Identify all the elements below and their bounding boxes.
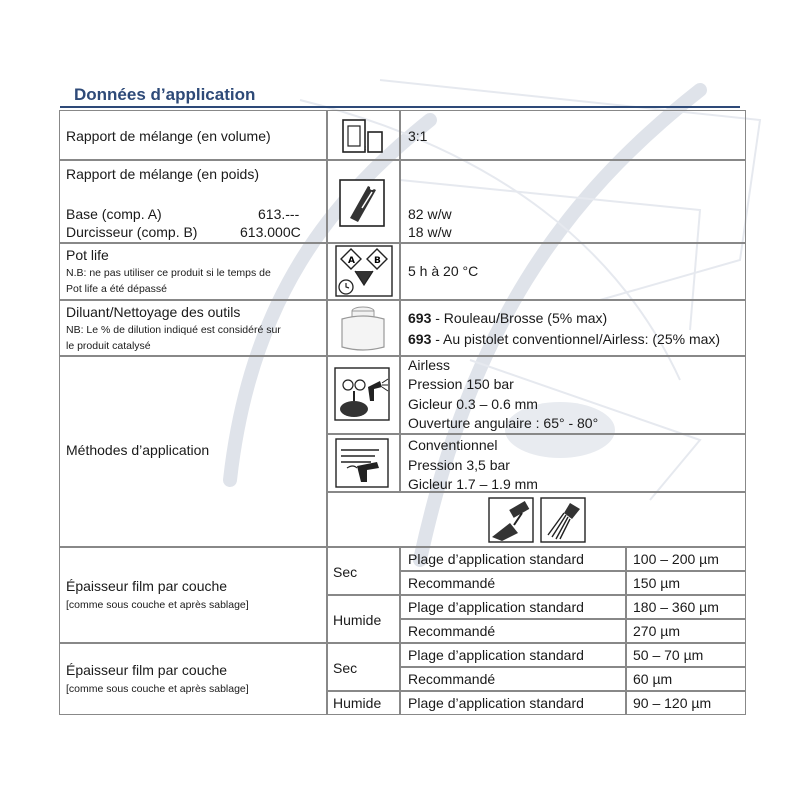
film2-desc-3: Plage d’application standard xyxy=(408,695,584,711)
pot-life-icon-letter-a: A xyxy=(348,256,355,266)
thinner-note-2: le produit catalysé xyxy=(66,340,151,352)
hardener-code: 613.000C xyxy=(240,224,301,240)
airless-line-2: Pression 150 bar xyxy=(408,376,514,392)
film1-desc-1: Plage d’application standard xyxy=(408,551,584,567)
mix-volume-value: 3:1 xyxy=(408,128,428,144)
svg-text::: : xyxy=(364,144,367,152)
film1-value-3: 180 – 360 µm xyxy=(633,599,719,615)
film2-value-3: 90 – 120 µm xyxy=(633,695,712,711)
pot-life-value: 5 h à 20 °C xyxy=(408,263,479,279)
film1-desc-2: Recommandé xyxy=(408,575,496,591)
roller-icon xyxy=(488,497,534,543)
conventional-line-1: Conventionnel xyxy=(408,437,498,453)
film2-desc-2: Recommandé xyxy=(408,671,496,687)
film1-sec: Sec xyxy=(333,564,358,580)
methods-label: Méthodes d’application xyxy=(66,442,210,458)
film1-value-4: 270 µm xyxy=(633,623,680,639)
airless-line-4: Ouverture angulaire : 65° - 80° xyxy=(408,415,599,431)
mix-volume-value-cell xyxy=(400,110,746,160)
film2-sec: Sec xyxy=(333,660,358,676)
film1-humide: Humide xyxy=(333,612,382,628)
film2-value-2: 60 µm xyxy=(633,671,673,687)
thinner-code-1: 693 xyxy=(408,310,432,326)
film1-label: Épaisseur film par couche xyxy=(66,578,228,594)
pot-life-label: Pot life xyxy=(66,247,109,263)
thinner-label: Diluant/Nettoyage des outils xyxy=(66,304,241,320)
pot-life-note-2: Pot life a été dépassé xyxy=(66,283,167,295)
film2-note: [comme sous couche et après sablage] xyxy=(66,683,249,695)
thinner-can-icon xyxy=(338,303,388,353)
weight-ratio-icon xyxy=(338,178,386,228)
mix-weight-label: Rapport de mélange (en poids) xyxy=(66,166,260,182)
section-title: Données d’application xyxy=(74,85,256,104)
film1-note: [comme sous couche et après sablage] xyxy=(66,599,249,611)
base-code: 613.--- xyxy=(258,206,300,222)
pot-life-icon-letter-b: B xyxy=(374,256,381,266)
film1-desc-3: Plage d’application standard xyxy=(408,599,584,615)
roller-brush-cell xyxy=(327,492,746,547)
base-value: 82 w/w xyxy=(408,206,452,222)
hardener-value: 18 w/w xyxy=(408,224,452,240)
hardener-label: Durcisseur (comp. B) xyxy=(66,224,198,240)
thinner-text-1: - Rouleau/Brosse (5% max) xyxy=(431,310,608,326)
mix-ratio-cans-icon xyxy=(340,116,386,156)
film1-value-2: 150 µm xyxy=(633,575,680,591)
title-divider xyxy=(60,106,740,108)
film2-desc-1: Plage d’application standard xyxy=(408,647,584,663)
conventional-line-3: Gicleur 1.7 – 1.9 mm xyxy=(408,476,538,492)
conventional-spray-icon xyxy=(335,438,389,488)
pot-life-note-1: N.B: ne pas utiliser ce produit si le temps de xyxy=(66,267,271,279)
base-label: Base (comp. A) xyxy=(66,206,162,222)
conventional-line-2: Pression 3,5 bar xyxy=(408,457,510,473)
thinner-note-1: NB: Le % de dilution indiqué est considéré sur xyxy=(66,324,281,336)
thinner-line-1 xyxy=(408,309,607,328)
pot-life-clock-icon xyxy=(335,245,393,297)
film1-value-1: 100 – 200 µm xyxy=(633,551,719,567)
film2-humide: Humide xyxy=(333,695,382,711)
mix-volume-label: Rapport de mélange (en volume) xyxy=(66,128,271,144)
film2-label: Épaisseur film par couche xyxy=(66,662,228,678)
thinner-line-2 xyxy=(408,330,720,349)
airless-spray-icon xyxy=(334,367,390,421)
airless-line-3: Gicleur 0.3 – 0.6 mm xyxy=(408,396,538,412)
brush-icon xyxy=(540,497,586,543)
thinner-code-2: 693 xyxy=(408,331,432,347)
film1-desc-4: Recommandé xyxy=(408,623,496,639)
film2-value-1: 50 – 70 µm xyxy=(633,647,704,663)
thinner-text-2: - Au pistolet conventionnel/Airless: (25% max) xyxy=(431,331,721,347)
airless-line-1: Airless xyxy=(408,357,451,373)
